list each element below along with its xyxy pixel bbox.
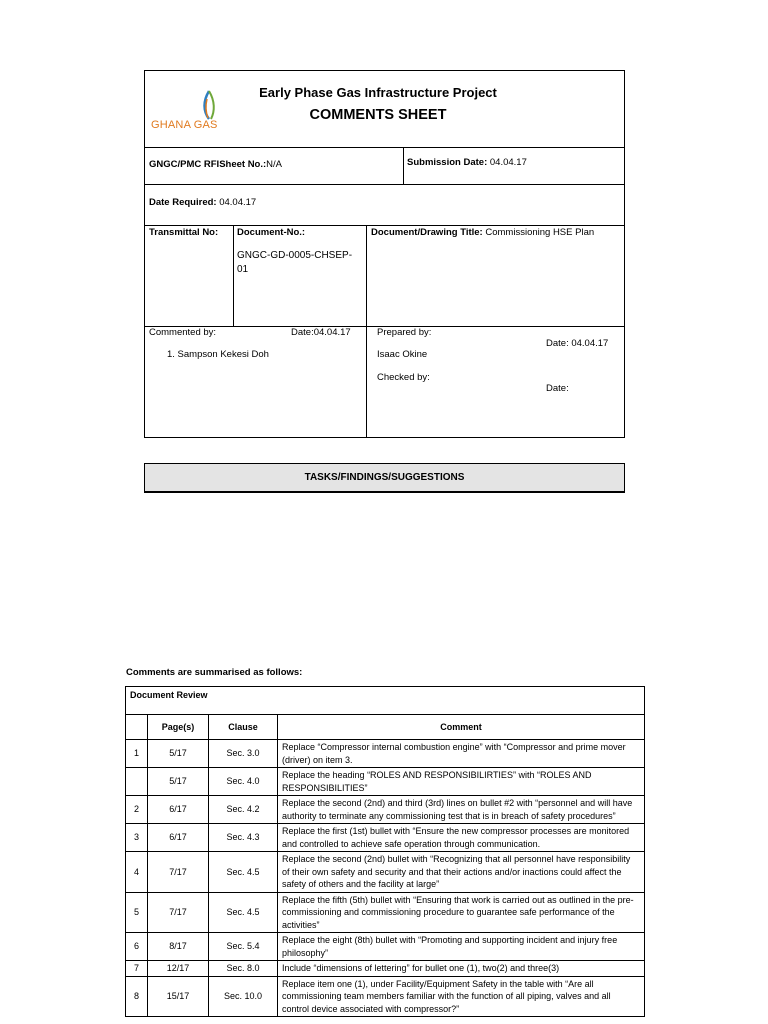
project-title: Early Phase Gas Infrastructure Project <box>259 85 497 100</box>
header-form <box>144 70 625 438</box>
date-required-field: Date Required: 04.04.17 <box>149 197 257 208</box>
prepared-date: Date: 04.04.17 <box>546 338 609 349</box>
row-comment: Replace item one (1), under Facility/Equipment Safety in the table with “Are all commissioning team members familiar with the function of all piping, valves and all control device associated with compressor?” <box>278 976 645 1017</box>
row-comment: Include “dimensions of lettering” for bullet one (1), two(2) and three(3) <box>278 961 645 977</box>
table-row <box>126 961 645 977</box>
row-no: 2 <box>126 796 148 824</box>
table-row <box>126 824 645 852</box>
ghana-gas-logo <box>151 85 221 135</box>
row-page: 7/17 <box>148 852 209 893</box>
sheet-title: COMMENTS SHEET <box>309 107 447 123</box>
row-no: 1 <box>126 740 148 768</box>
row-comment: Replace the first (1st) bullet with “Ensure the new compressor processes are monitored and controlled to achieve safe operation through communication. <box>278 824 645 852</box>
row-comment: Replace the second (2nd) and third (3rd) lines on bullet #2 with “personnel and will have authority to terminate any commissioning test that is in breach of safety procedures” <box>278 796 645 824</box>
row-clause: Sec. 4.0 <box>209 768 278 796</box>
review-header-row <box>126 715 645 740</box>
row-no: 6 <box>126 933 148 961</box>
commenter-name: 1. Sampson Kekesi Doh <box>167 349 269 360</box>
row-comment: Replace the eight (8th) bullet with “Promoting and supporting incident and injury free philosophy” <box>278 933 645 961</box>
table-row <box>126 892 645 933</box>
row-clause: Sec. 4.3 <box>209 824 278 852</box>
document-no-value: GNGC-GD-0005-CHSEP- 01 <box>237 250 353 275</box>
row-comment: Replace the second (2nd) bullet with “Recognizing that all personnel have responsibility of their own safety and security and that their actions and/or inactions could affect the safety of others and the facility at large” <box>278 852 645 893</box>
row-clause: Sec. 4.5 <box>209 852 278 893</box>
col-header-comment: Comment <box>278 715 645 740</box>
checked-date: Date: <box>546 383 569 394</box>
prepared-by-name: Isaac Okine <box>377 349 428 360</box>
summary-heading: Comments are summarised as follows: <box>126 667 303 678</box>
col-header-clause: Clause <box>209 715 278 740</box>
row-comment: Replace “Compressor internal combustion engine” with “Compressor and prime mover (driver) on item 3. <box>278 740 645 768</box>
table-row <box>126 768 645 796</box>
tasks-heading: TASKS/FINDINGS/SUGGESTIONS <box>144 463 625 492</box>
row-comment: Replace the heading “ROLES AND RESPONSIBILIRTIES” with “ROLES AND RESPONSIBILITIES” <box>278 768 645 796</box>
row-page: 15/17 <box>148 976 209 1017</box>
logo-text: GHANA GAS <box>151 119 218 131</box>
row-clause: Sec. 5.4 <box>209 933 278 961</box>
row-clause: Sec. 4.2 <box>209 796 278 824</box>
row-page: 6/17 <box>148 796 209 824</box>
row-no: 7 <box>126 961 148 977</box>
row-no <box>126 768 148 796</box>
row-no: 4 <box>126 852 148 893</box>
commented-date: Date:04.04.17 <box>291 327 351 338</box>
table-row <box>126 740 645 768</box>
row-page: 8/17 <box>148 933 209 961</box>
row-page: 5/17 <box>148 740 209 768</box>
table-row <box>126 852 645 893</box>
col-header-pages: Page(s) <box>148 715 209 740</box>
row-page: 12/17 <box>148 961 209 977</box>
row-no: 8 <box>126 976 148 1017</box>
checked-by-label: Checked by: <box>377 372 430 383</box>
row-comment: Replace the fifth (5th) bullet with “Ensuring that work is carried out as outlined in the pre-commissioning and commissioning procedure to guarantee safe performance of the activities” <box>278 892 645 933</box>
document-no-label: Document-No.: <box>237 227 306 238</box>
row-clause: Sec. 4.5 <box>209 892 278 933</box>
row-clause: Sec. 3.0 <box>209 740 278 768</box>
table-row <box>126 933 645 961</box>
row-no: 5 <box>126 892 148 933</box>
transmittal-field: Transmittal No: <box>149 227 219 238</box>
commented-by-label: Commented by: <box>149 327 217 338</box>
drawing-title-field: Document/Drawing Title: Commissioning HSE Plan <box>371 227 595 238</box>
review-title-row <box>126 687 645 715</box>
document-review-table <box>125 686 645 1017</box>
col-header-no <box>126 715 148 740</box>
review-title: Document Review <box>126 687 645 715</box>
row-clause: Sec. 10.0 <box>209 976 278 1017</box>
row-page: 7/17 <box>148 892 209 933</box>
row-page: 5/17 <box>148 768 209 796</box>
row-clause: Sec. 8.0 <box>209 961 278 977</box>
table-row <box>126 976 645 1017</box>
rfi-field: GNGC/PMC RFISheet No.:N/A <box>149 159 283 170</box>
submission-date-field: Submission Date: 04.04.17 <box>407 157 527 168</box>
table-row <box>126 796 645 824</box>
row-page: 6/17 <box>148 824 209 852</box>
prepared-by-label: Prepared by: <box>377 327 432 338</box>
row-no: 3 <box>126 824 148 852</box>
